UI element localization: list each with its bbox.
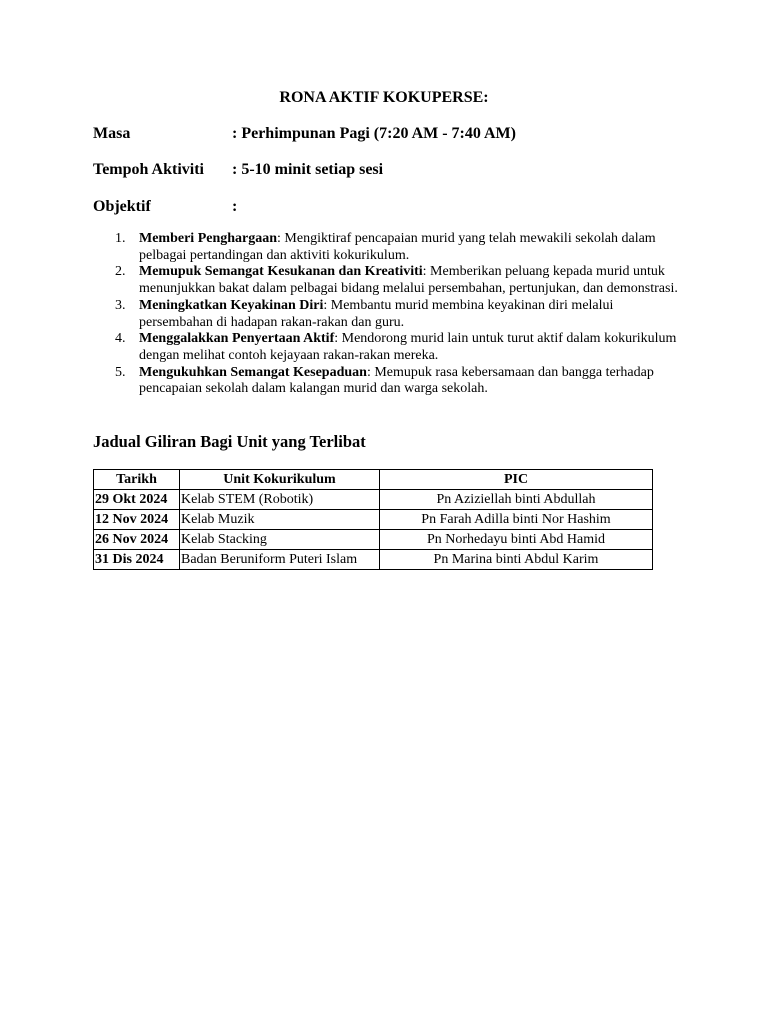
- column-header-date: Tarikh: [94, 470, 180, 490]
- objective-text: : Mendorong murid lain untuk turut aktif dalam kokurikulum dengan melihat contoh kejayaan rakan-rakan mereka.: [139, 331, 677, 363]
- objective-number: 5.: [115, 364, 126, 380]
- objective-item: [93, 365, 683, 398]
- objective-number: 2.: [115, 264, 126, 280]
- info-label: Objektif: [93, 198, 151, 215]
- info-label: Masa: [93, 125, 131, 142]
- cell-unit: Kelab Stacking: [180, 530, 380, 550]
- cell-date: 12 Nov 2024: [94, 510, 180, 530]
- cell-unit: Kelab Muzik: [180, 510, 380, 530]
- objective-heading: Meningkatkan Keyakinan Diri: [139, 297, 324, 313]
- objective-heading: Memupuk Semangat Kesukanan dan Kreativiti: [139, 264, 423, 280]
- cell-unit: Badan Beruniform Puteri Islam: [180, 550, 380, 570]
- objective-text: : Memupuk rasa kebersamaan dan bangga terhadap pencapaian sekolah dalam kalangan murid dan warga sekolah.: [139, 364, 654, 397]
- cell-date: 31 Dis 2024: [94, 550, 180, 570]
- info-value: : Perhimpunan Pagi (7:20 AM - 7:40 AM): [232, 125, 516, 142]
- objective-item: [93, 331, 683, 364]
- cell-unit: Kelab STEM (Robotik): [180, 490, 380, 510]
- cell-date: 29 Okt 2024: [94, 490, 180, 510]
- table-header-row: [94, 470, 653, 490]
- objective-text: : Memberikan peluang kepada murid untuk menunjukkan bakat dalam pelbagai bidang melalui persembahan, pertunjukan, dan demonstrasi.: [139, 264, 678, 297]
- cell-pic: Pn Aziziellah binti Abdullah: [380, 490, 653, 510]
- table-row: [94, 510, 653, 530]
- objective-number: 4.: [115, 331, 126, 347]
- table-row: [94, 490, 653, 510]
- objective-number: 3.: [115, 297, 126, 313]
- cell-pic: Pn Farah Adilla binti Nor Hashim: [380, 510, 653, 530]
- objective-heading: Memberi Penghargaan: [139, 231, 278, 246]
- table-row: [94, 530, 653, 550]
- schedule-heading: Jadual Giliran Bagi Unit yang Terlibat: [93, 432, 366, 451]
- objective-item: [93, 231, 683, 264]
- column-header-unit: Unit Kokurikulum: [180, 470, 380, 490]
- cell-pic: Pn Marina binti Abdul Karim: [380, 550, 653, 570]
- info-value: :: [232, 198, 238, 215]
- objective-heading: Menggalakkan Penyertaan Aktif: [139, 331, 335, 347]
- info-label: Tempoh Aktiviti: [93, 161, 204, 178]
- table-row: [94, 550, 653, 570]
- info-value: : 5-10 minit setiap sesi: [232, 161, 384, 178]
- objective-number: 1.: [115, 231, 126, 246]
- schedule-table: [93, 469, 653, 570]
- objectives-list: [93, 231, 683, 398]
- objective-heading: Mengukuhkan Semangat Kesepaduan: [139, 364, 367, 380]
- cell-date: 26 Nov 2024: [94, 530, 180, 550]
- column-header-pic: PIC: [380, 470, 653, 490]
- document-title: RONA AKTIF KOKUPERSE:: [279, 89, 489, 106]
- objective-item: [93, 264, 683, 297]
- objective-text: : Membantu murid membina keyakinan diri melalui persembahan di hadapan rakan-rakan dan guru.: [139, 297, 614, 330]
- objective-item: [93, 298, 683, 331]
- cell-pic: Pn Norhedayu binti Abd Hamid: [380, 530, 653, 550]
- objective-text: : Mengiktiraf pencapaian murid yang telah mewakili sekolah dalam pelbagai pertandingan dan aktiviti kokurikulum.: [139, 231, 656, 263]
